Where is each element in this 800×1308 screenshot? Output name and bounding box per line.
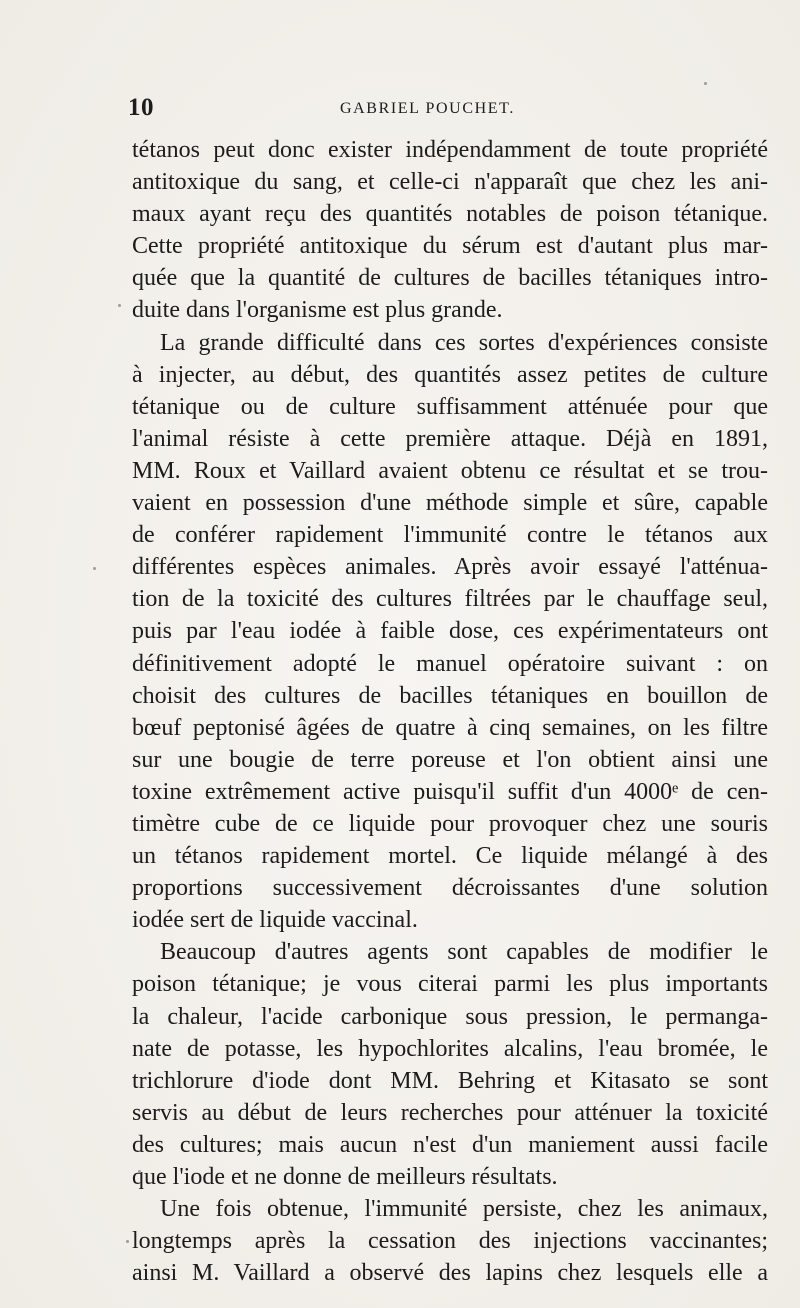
text-line: servis au début de leurs recherches pour atténuer la toxicité (132, 1099, 768, 1126)
text-line: l'animal résiste à cette première attaque. Déjà en 1891, (132, 425, 768, 452)
print-speck (126, 1240, 129, 1243)
print-speck (93, 567, 96, 570)
text-line: vaient en possession d'une méthode simple et sûre, capable (132, 490, 768, 517)
text-line: un tétanos rapidement mortel. Ce liquide mélangé à des (132, 843, 768, 870)
page-header (128, 92, 762, 124)
text-line: proportions successivement décroissantes d'une solution (132, 875, 768, 902)
text-line: nate de potasse, les hypochlorites alcalins, l'eau bromée, le (132, 1035, 768, 1062)
text-line: ainsi M. Vaillard a observé des lapins chez lesquels elle a (132, 1260, 768, 1287)
text-line: Cette propriété antitoxique du sérum est d'autant plus mar- (132, 233, 768, 260)
text-line: puis par l'eau iodée à faible dose, ces expérimentateurs ont (132, 618, 768, 645)
text-line: poison tétanique; je vous citerai parmi les plus importants (132, 971, 768, 998)
text-line: quée que la quantité de cultures de bacilles tétaniques intro- (132, 265, 768, 292)
text-line: toxine extrêmement active puisqu'il suffit d'un 4000ᵉ de cen- (132, 778, 768, 805)
text-line: MM. Roux et Vaillard avaient obtenu ce résultat et se trou- (132, 457, 768, 484)
text-line: antitoxique du sang, et celle-ci n'apparaît que chez les ani- (132, 169, 768, 196)
print-speck (118, 304, 121, 307)
text-line: choisit des cultures de bacilles tétaniques en bouillon de (132, 682, 768, 709)
text-line: Beaucoup d'autres agents sont capables de modifier le (160, 939, 768, 966)
body-text (132, 134, 768, 1289)
text-line: trichlorure d'iode dont MM. Behring et Kitasato se sont (132, 1067, 768, 1094)
text-line: timètre cube de ce liquide pour provoquer chez une souris (132, 810, 768, 837)
text-line: sur une bougie de terre poreuse et l'on obtient ainsi une (132, 746, 768, 773)
text-line: duite dans l'organisme est plus grande. (132, 297, 503, 324)
page-number: 10 (128, 94, 154, 121)
text-line: longtemps après la cessation des injections vaccinantes; (132, 1228, 768, 1255)
text-line: Une fois obtenue, l'immunité persiste, chez les animaux, (160, 1196, 768, 1223)
text-line: la chaleur, l'acide carbonique sous pression, le permanga- (132, 1003, 768, 1030)
text-line: que l'iode et ne donne de meilleurs résultats. (132, 1164, 558, 1190)
text-line: des cultures; mais aucun n'est d'un maniement aussi facile (132, 1131, 768, 1158)
text-line: tétanique ou de culture suffisamment atténuée pour que (132, 393, 768, 420)
text-line: iodée sert de liquide vaccinal. (132, 907, 418, 934)
text-line: différentes espèces animales. Après avoir essayé l'atténua- (132, 554, 768, 581)
print-speck (138, 1170, 141, 1173)
text-line: tion de la toxicité des cultures filtrées par le chauffage seul, (132, 586, 768, 613)
text-line: définitivement adopté le manuel opératoire suivant : on (132, 650, 768, 677)
text-line: à injecter, au début, des quantités assez petites de culture (132, 361, 768, 388)
text-line: tétanos peut donc exister indépendamment de toute propriété (132, 137, 768, 163)
running-title: GABRIEL POUCHET. (340, 100, 515, 117)
text-line: La grande difficulté dans ces sortes d'expériences consiste (160, 329, 768, 356)
print-speck (704, 82, 707, 85)
text-line: de conférer rapidement l'immunité contre le tétanos aux (132, 522, 768, 549)
text-line: maux ayant reçu des quantités notables de poison tétanique. (132, 201, 768, 228)
text-line: bœuf peptonisé âgées de quatre à cinq semaines, on les filtre (132, 714, 768, 741)
